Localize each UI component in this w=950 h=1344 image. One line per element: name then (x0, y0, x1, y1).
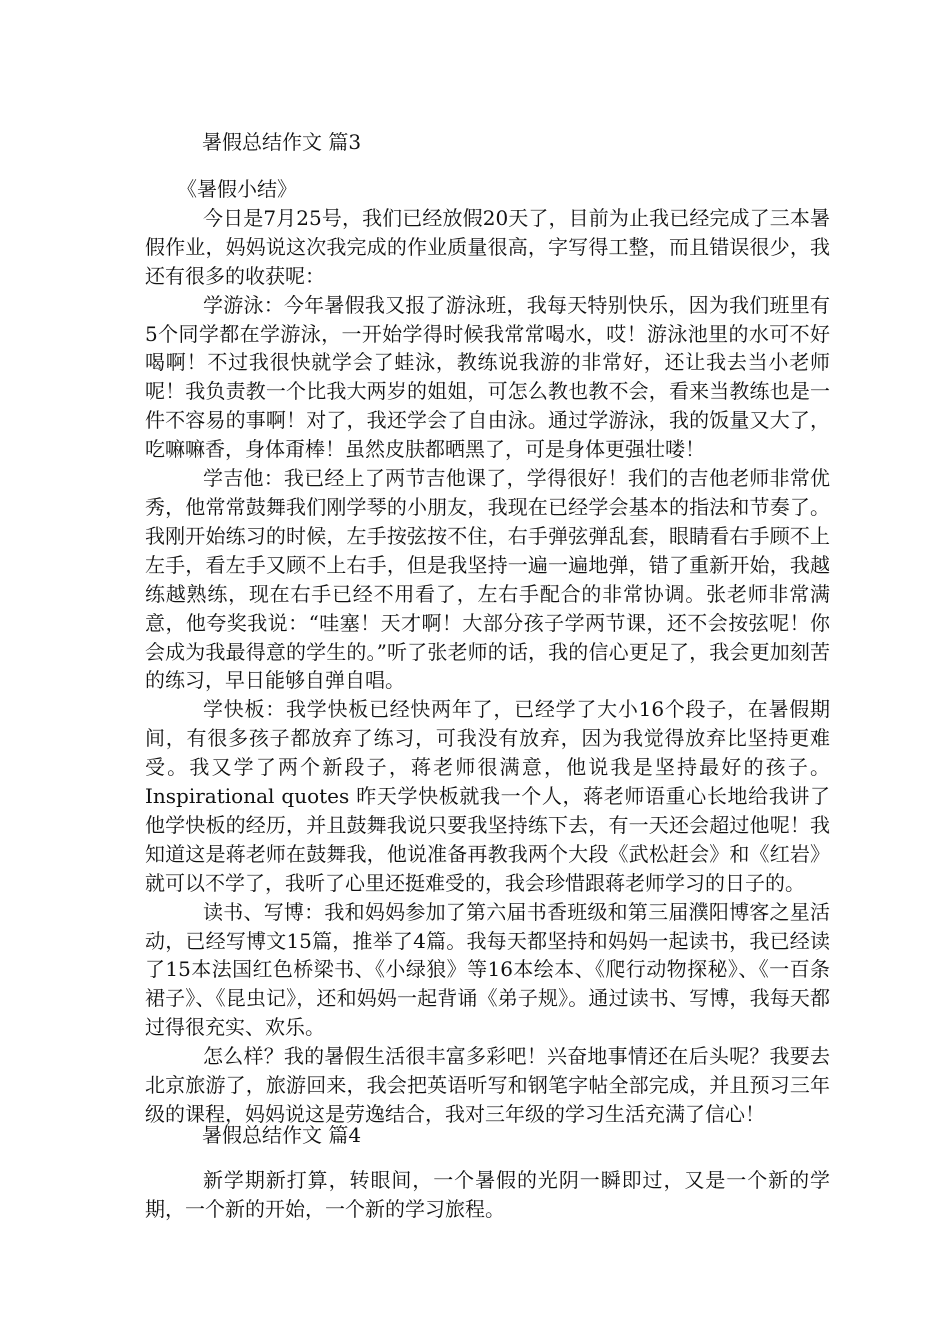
section-3-body (145, 175, 830, 1129)
section-3-subtitle: 《暑假小结》 (177, 177, 297, 201)
section-3-heading: 暑假总结作文 篇3 (202, 130, 362, 154)
section-4-heading: 暑假总结作文 篇4 (202, 1123, 362, 1147)
section-4-body (145, 1166, 830, 1224)
paragraph-conclusion: 怎么样？我的暑假生活很丰富多彩吧！兴奋地事情还在后头呢？我要去北京旅游了，旅游回来，我会把英语听写和钢笔字帖全部完成，并且预习三年级的课程，妈妈说这是劳逸结合，我对三年级的学习生活充满了信心！ (145, 1044, 830, 1126)
paragraph-reading-blogging: 读书、写博：我和妈妈参加了第六届书香班级和第三届濮阳博客之星活动，已经写博文15篇，推举了4篇。我每天都坚持和妈妈一起读书，我已经读了15本法国红色桥梁书、《小绿狼》等16本绘本、《爬行动物探秘》、《一百条裙子》、《昆虫记》，还和妈妈一起背诵《弟子规》。通过读书、写博，我每天都过得很充实、欢乐。 (145, 899, 830, 1040)
paragraph-kuaiban: 学快板：我学快板已经快两年了，已经学了大小16个段子，在暑假期间，有很多孩子都放弃了练习，可我没有放弃，因为我觉得放弃比坚持更难受。我又学了两个新段子，蒋老师很满意，他说我是坚持最好的孩子。Inspirational quotes 昨天学快板就我一个人，蒋老师语重心长地给我讲了他学快板的经历，并且鼓舞我说只要我坚持练下去，有一天还会超过他呢！我知道这是蒋老师在鼓舞我，他说准备再教我两个大段《武松赶会》和《红岩》就可以不学了，我听了心里还挺难受的，我会珍惜跟蒋老师学习的日子的。 (145, 697, 830, 895)
paragraph-swimming: 学游泳：今年暑假我又报了游泳班，我每天特别快乐，因为我们班里有5个同学都在学游泳，一开始学得时候我常常喝水，哎！游泳池里的水可不好喝啊！不过我很快就学会了蛙泳，教练说我游的非常好，还让我去当小老师呢！我负责教一个比我大两岁的姐姐，可怎么教也教不会，看来当教练也是一件不容易的事啊！对了，我还学会了自由泳。通过学游泳，我的饭量又大了，吃嘛嘛香，身体甭棒！虽然皮肤都晒黑了，可是身体更强壮喽！ (145, 292, 830, 462)
paragraph-guitar: 学吉他：我已经上了两节吉他课了，学得很好！我们的吉他老师非常优秀，他常常鼓舞我们刚学琴的小朋友，我现在已经学会基本的指法和节奏了。我刚开始练习的时候，左手按弦按不住，右手弹弦弹乱套，眼睛看右手顾不上左手，看左手又顾不上右手，但是我坚持一遍一遍地弹，错了重新开始，我越练越熟练，现在右手已经不用看了，左右手配合的非常协调。张老师非常满意，他夸奖我说：“哇塞！天才啊！大部分孩子学两节课，还不会按弦呢！你会成为我最得意的学生的。”听了张老师的话，我的信心更足了，我会更加刻苦的练习，早日能够自弹自唱。 (145, 466, 830, 693)
paragraph-new-semester: 新学期新打算，转眼间，一个暑假的光阴一瞬即过，又是一个新的学期，一个新的开始，一个新的学习旅程。 (145, 1168, 830, 1221)
paragraph-intro: 今日是7月25号，我们已经放假20天了，目前为止我已经完成了三本暑假作业，妈妈说这次我完成的作业质量很高，字写得工整，而且错误很少，我还有很多的收获呢： (145, 205, 830, 288)
